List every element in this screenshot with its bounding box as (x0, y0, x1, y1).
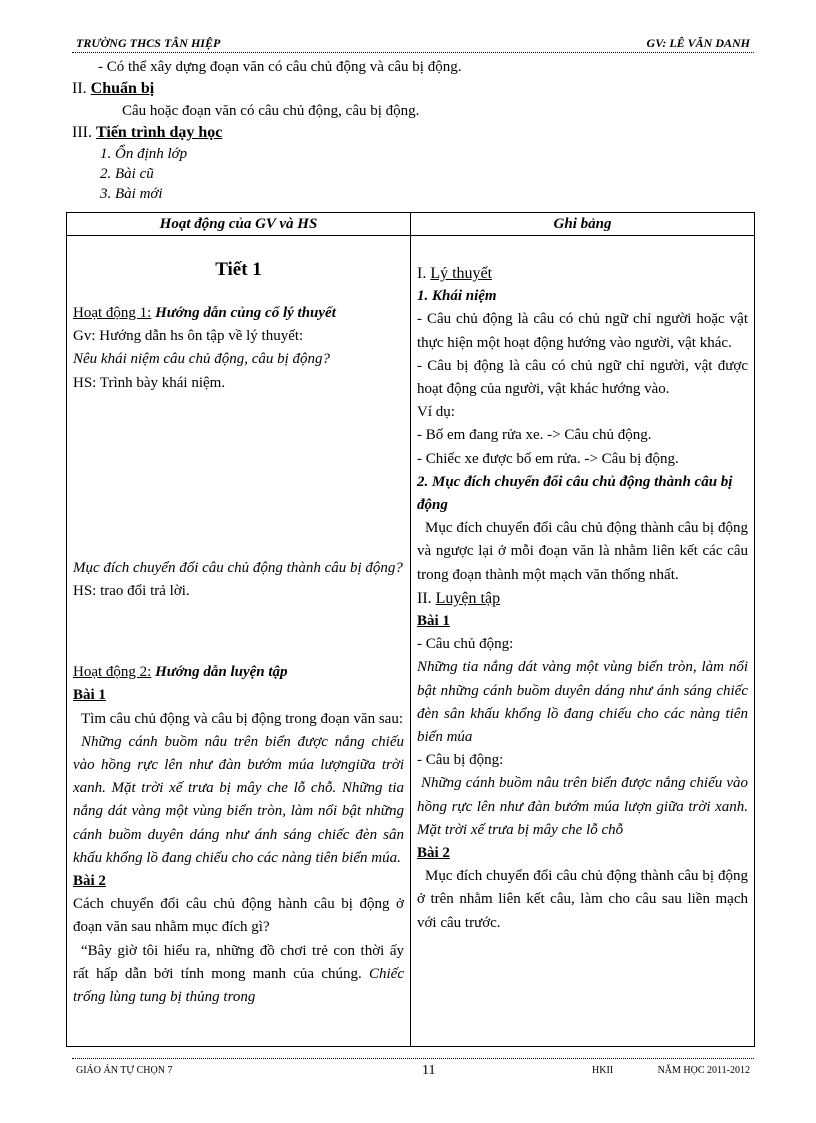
teacher-instruction: Gv: Hướng dẫn hs ôn tập về lý thuyết: (73, 328, 304, 345)
exercise-1-passage: Những cánh buồm nâu trên biển được nắng chiếu vào hồng rực lên như đàn bướm múa lượngiữa trời xanh. Mặt trời xế trưa bị mây che lỗ chỗ. Những tia nắng dát vàng một vùng biển tròn, làm nổi bật những cánh buồm duyên dáng như ánh sáng chiếc đèn sân khấu khổng lồ đang chiếu cho các nàng tiên biển múa. (73, 733, 404, 866)
section-3-heading (72, 122, 754, 144)
page-footer (72, 1058, 754, 1079)
student-answer-1: HS: Trình bày khái niệm. (73, 374, 226, 391)
concept-heading: 1. Khái niệm (417, 288, 497, 305)
passive-sentences-label: - Câu bị động: (417, 752, 504, 769)
example-label: Ví dụ: (417, 404, 455, 421)
purpose-text: Mục đích chuyển đổi câu chủ động thành câu bị động và ngược lại ở mỗi đoạn văn là nhằm liên kết các câu trong đoạn thành một mạch văn thống nhất. (417, 520, 748, 583)
exercise-1-task: Tìm câu chủ động và câu bị động trong đoạn văn sau: (81, 710, 404, 727)
step-1: 1. Ổn định lớp (100, 146, 188, 162)
section-2-text: Câu hoặc đoạn văn có câu chủ động, câu bị động. (122, 103, 420, 119)
answer-2-text: Mục đích chuyển đổi câu chủ động thành câu bị động ở trên nhằm liên kết câu, làm cho câu sau liền mạch với câu trước. (417, 868, 748, 931)
practice-number: II. (417, 589, 436, 607)
activity-1-label: Hoạt động 1: (73, 305, 152, 321)
question-1: Nêu khái niệm câu chủ động, câu bị động? (73, 351, 331, 368)
teacher-name: GV: LÊ VĂN DANH (646, 36, 750, 50)
exercise-2-title: Bài 2 (73, 873, 106, 890)
theory-number: I. (417, 265, 431, 282)
passive-sentences-text: Những cánh buồm nâu trên biển được nắng chiếu vào hồng rực lên như đàn bướm múa lượn giữa trời xanh. Mặt trời xế trưa bị mây che lỗ chỗ (417, 775, 748, 838)
answer-1-title: Bài 1 (417, 613, 450, 630)
purpose-heading: 2. Mục đích chuyển đổi câu chủ động thành câu bị động (417, 473, 733, 514)
header-board-notes: Ghi bảng (411, 213, 755, 236)
theory-title: Lý thuyết (430, 265, 493, 282)
activity-2-label: Hoạt động 2: (73, 664, 152, 681)
active-sentence-definition: - Câu chủ động là câu có chủ ngữ chỉ người hoặc vật thực hiện một hoạt động hướng vào người, vật khác. (417, 311, 748, 351)
exercise-2-task: Cách chuyển đổi câu chủ động hành câu bị động ở đoạn văn sau nhằm mục đích gì? (73, 896, 404, 936)
exercise-2-passage-italic: Chiếc trống lùng tung bị thủng trong (73, 965, 404, 1006)
school-name: TRƯỜNG THCS TÂN HIỆP (76, 36, 221, 50)
footer-year: NĂM HỌC 2011-2012 (657, 1065, 750, 1076)
lesson-table (66, 212, 755, 1047)
active-sentences-label: - Câu chủ động: (417, 636, 514, 653)
activity-1-title: Hướng dẫn củng cố lý thuyết (151, 305, 336, 321)
theory-heading (417, 262, 748, 285)
section-2-title: Chuẩn bị (90, 80, 155, 97)
lesson-intro (72, 56, 754, 204)
lesson-period: Tiết 1 (215, 259, 262, 280)
active-sentences-text: Những tia nắng dát vàng một vùng biển tròn, làm nổi bật những cánh buồm duyên dáng như ánh sáng chiếc đèn sân khấu khổng lồ đang chiếu cho các nàng tiên biển múa (417, 659, 748, 746)
activity-2-title: Hướng dẫn luyện tập (151, 664, 288, 681)
passive-sentence-definition: - Câu bị động là câu có chủ ngữ chỉ người, vật được hoạt động của người, vật khác hướng vào. (417, 357, 748, 398)
footer-term: HKII (592, 1065, 614, 1076)
exercise-2-passage (73, 940, 404, 1010)
page-number: 11 (422, 1063, 436, 1078)
section-3-number: III. (72, 124, 96, 141)
exercise-1-title: Bài 1 (73, 687, 106, 704)
example-2: - Chiếc xe được bố em rửa. -> Câu bị động. (417, 450, 679, 467)
page-header (72, 34, 754, 53)
footer-title: GIÁO ÁN TỰ CHỌN 7 (76, 1065, 173, 1076)
activity-2-heading (73, 661, 404, 684)
header-activities: Hoạt động của GV và HS (67, 213, 411, 236)
question-2: Mục đích chuyển đổi câu chủ động thành câu bị động? (73, 559, 403, 576)
practice-title: Luyện tập (435, 589, 501, 607)
activities-cell (67, 236, 411, 1047)
answer-2-title: Bài 2 (417, 845, 450, 862)
step-3: 3. Bài mới (100, 186, 163, 202)
exercise-2-passage-normal: “Bây giờ tôi hiểu ra, những đồ chơi trẻ con thời ấy rất hấp dẫn bởi tính mong manh của chúng. (73, 942, 404, 982)
objective-bullet: - Có thể xây dựng đoạn văn có câu chủ động và câu bị động. (98, 59, 462, 75)
section-3-title: Tiến trình dạy học (95, 124, 223, 141)
section-2-number: II. (72, 80, 91, 97)
practice-heading (417, 587, 748, 610)
example-1: - Bố em đang rửa xe. -> Câu chủ động. (417, 427, 652, 444)
board-notes-cell (411, 236, 755, 1047)
section-2-heading (72, 78, 754, 100)
table-body-row (67, 236, 755, 1047)
activity-1-heading (73, 302, 404, 325)
table-header-row (67, 213, 755, 236)
student-answer-2: HS: trao đổi trả lời. (73, 583, 190, 600)
step-2: 2. Bài cũ (100, 166, 154, 182)
